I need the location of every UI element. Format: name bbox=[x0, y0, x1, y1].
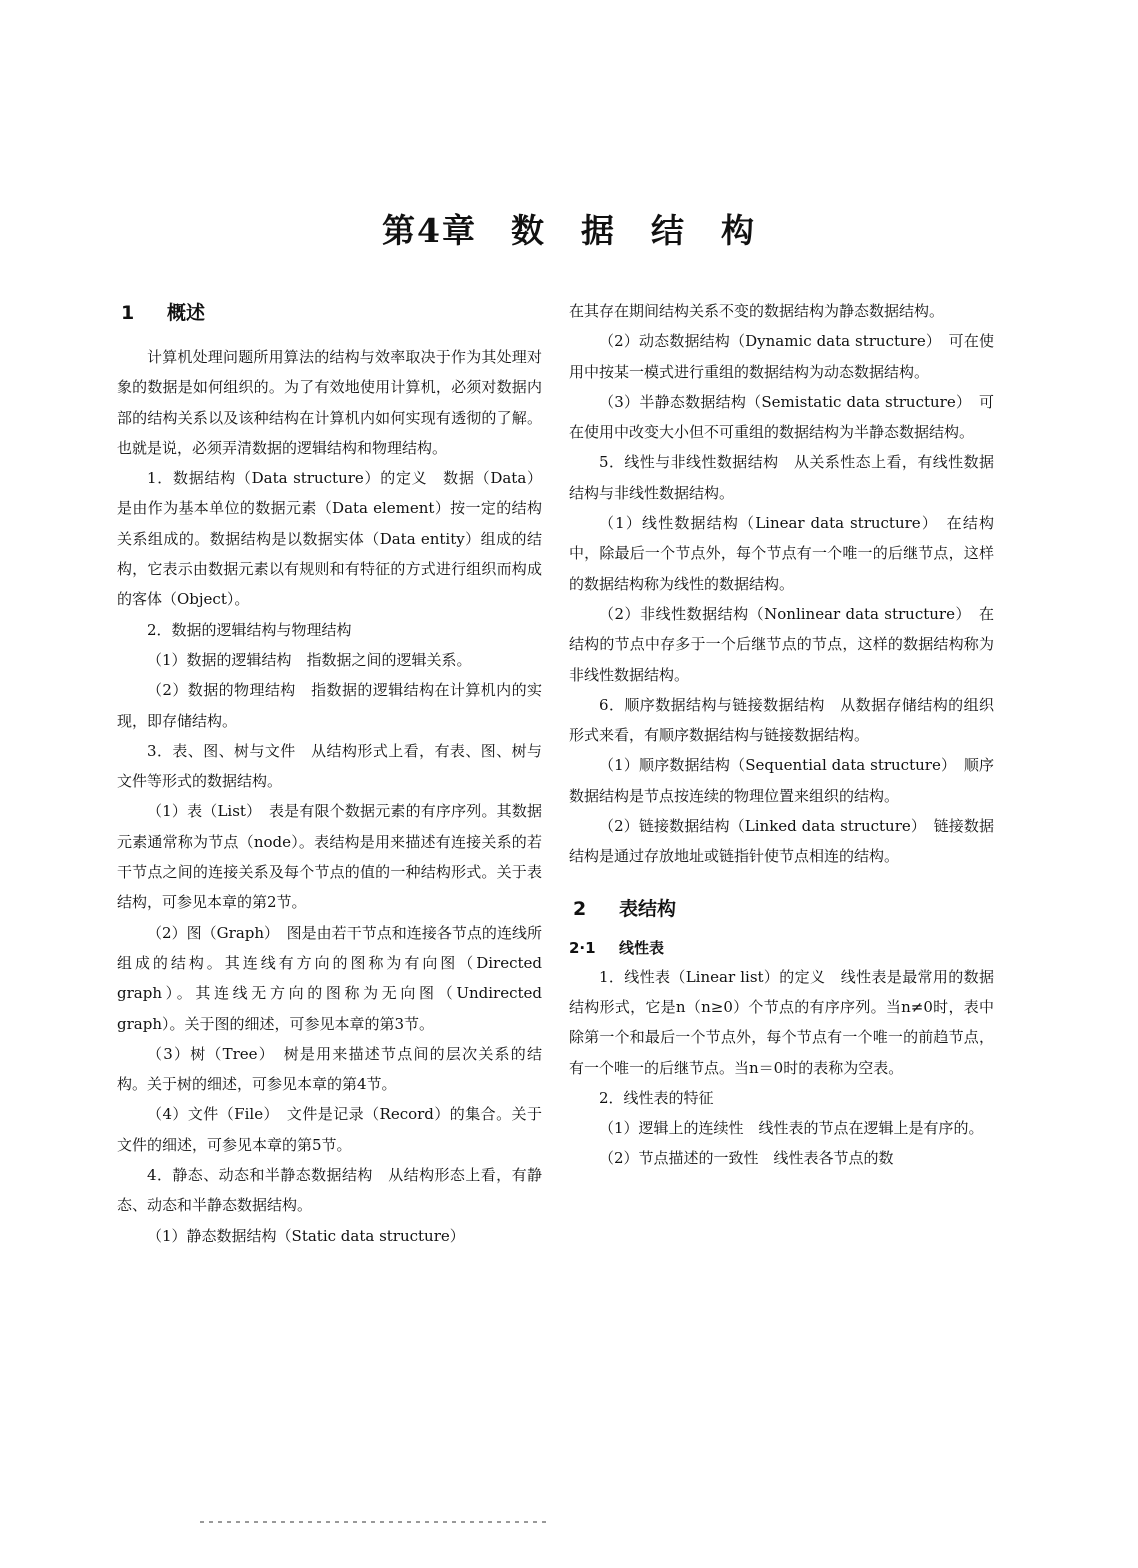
left-column bbox=[117, 296, 542, 1251]
paragraph: 2．数据的逻辑结构与物理结构 bbox=[147, 620, 352, 639]
paragraph: （2）非线性数据结构（Nonlinear data structure） 在结构的节点中存多于一个后继节点的节点，这样的数据结构称为非线性数据结构。 bbox=[569, 604, 994, 684]
section-number: 1 bbox=[121, 302, 135, 324]
paragraph: 6．顺序数据结构与链接数据结构 从数据存储结构的组织形式来看，有顺序数据结构与链接数据结构。 bbox=[569, 695, 994, 745]
paragraph: （1）顺序数据结构（Sequential data structure） 顺序数据结构是节点按连续的物理位置来组织的结构。 bbox=[569, 756, 994, 805]
section-title: 表结构 bbox=[619, 897, 677, 920]
chapter-title bbox=[0, 205, 1138, 252]
subsection-title: 线性表 bbox=[619, 938, 665, 957]
paragraph: （3）半静态数据结构（Semistatic data structure） 可在使用中改变大小但不可重组的数据结构为半静态数据结构。 bbox=[569, 392, 994, 442]
paragraph: （3）树（Tree） 树是用来描述节点间的层次关系的结构。关于树的细述，可参见本章的第4节。 bbox=[117, 1044, 542, 1094]
paragraph: （1）静态数据结构（Static data structure） bbox=[147, 1226, 465, 1245]
section-number: 2 bbox=[573, 897, 587, 920]
section-heading-2 bbox=[569, 892, 994, 926]
paragraph: （1）数据的逻辑结构 指数据之间的逻辑关系。 bbox=[147, 650, 472, 669]
section-title: 概述 bbox=[167, 302, 206, 324]
paragraph: （2）链接数据结构（Linked data structure） 链接数据结构是通过存放地址或链指针使节点相连的结构。 bbox=[569, 817, 994, 866]
paragraph: （2）图（Graph） 图是由若干节点和连接各节点的连线所组成的结构。其连线有方向的图称为有向图（Directed graph）。其连线无方向的图称为无向图（Undirected graph）。关于图的细述，可参见本章的第3节。 bbox=[117, 923, 542, 1033]
scan-artifact-line bbox=[200, 1521, 550, 1523]
section-heading-1 bbox=[117, 296, 542, 330]
paragraph: （1）逻辑上的连续性 线性表的节点在逻辑上是有序的。 bbox=[599, 1119, 984, 1138]
subsection-heading bbox=[569, 934, 994, 962]
chapter-name: 数 据 结 构 bbox=[510, 211, 756, 250]
paragraph: 1．数据结构（Data structure）的定义 数据（Data）是由作为基本单位的数据元素（Data element）按一定的结构关系组成的。数据结构是以数据实体（Data entity）组成的结构，它表示由数据元素以有规则和有特征的方式进行组织而构成的客体（Object）。 bbox=[117, 469, 542, 609]
paragraph: （2）数据的物理结构 指数据的逻辑结构在计算机内的实现，即存储结构。 bbox=[117, 681, 542, 730]
paragraph: 在其存在期间结构关系不变的数据结构为静态数据结构。 bbox=[569, 302, 945, 320]
paragraph: （1）表（List） 表是有限个数据元素的有序序列。其数据元素通常称为节点（node）。表结构是用来描述有连接关系的若干节点之间的连接关系及每个节点的值的一种结构形式。关于表结构，可参见本章的第2节。 bbox=[117, 802, 542, 912]
paragraph: （2）动态数据结构（Dynamic data structure） 可在使用中按某一模式进行重组的数据结构为动态数据结构。 bbox=[569, 332, 994, 381]
subsection-number: 2·1 bbox=[569, 938, 596, 957]
right-column bbox=[569, 296, 994, 1174]
paragraph: （1）线性数据结构（Linear data structure） 在结构中，除最后一个节点外，每个节点有一个唯一的后继节点，这样的数据结构称为线性的数据结构。 bbox=[569, 514, 994, 593]
paragraph: 2．线性表的特征 bbox=[599, 1088, 714, 1107]
paragraph: 5．线性与非线性数据结构 从关系性态上看，有线性数据结构与非线性数据结构。 bbox=[569, 453, 994, 502]
paragraph: 3．表、图、树与文件 从结构形式上看，有表、图、树与文件等形式的数据结构。 bbox=[117, 741, 542, 791]
paragraph: 1．线性表（Linear list）的定义 线性表是最常用的数据结构形式，它是n（n≥0）个节点的有序序列。当n≠0时，表中除第一个和最后一个节点外，每个节点有一个唯一的前趋节点，有一个唯一的后继节点。当n＝0时的表称为空表。 bbox=[569, 967, 994, 1077]
paragraph: （4）文件（File） 文件是记录（Record）的集合。关于文件的细述，可参见本章的第5节。 bbox=[117, 1105, 542, 1154]
paragraph: 4．静态、动态和半静态数据结构 从结构形态上看，有静态、动态和半静态数据结构。 bbox=[117, 1166, 542, 1215]
paragraph: （2）节点描述的一致性 线性表各节点的数 bbox=[599, 1149, 894, 1168]
chapter-number: 第4章 bbox=[382, 211, 477, 250]
paragraph: 计算机处理问题所用算法的结构与效率取决于作为其处理对象的数据是如何组织的。为了有效地使用计算机，必须对数据内部的结构关系以及该种结构在计算机内如何实现有透彻的了解。也就是说，必须弄清数据的逻辑结构和物理结构。 bbox=[117, 348, 542, 457]
